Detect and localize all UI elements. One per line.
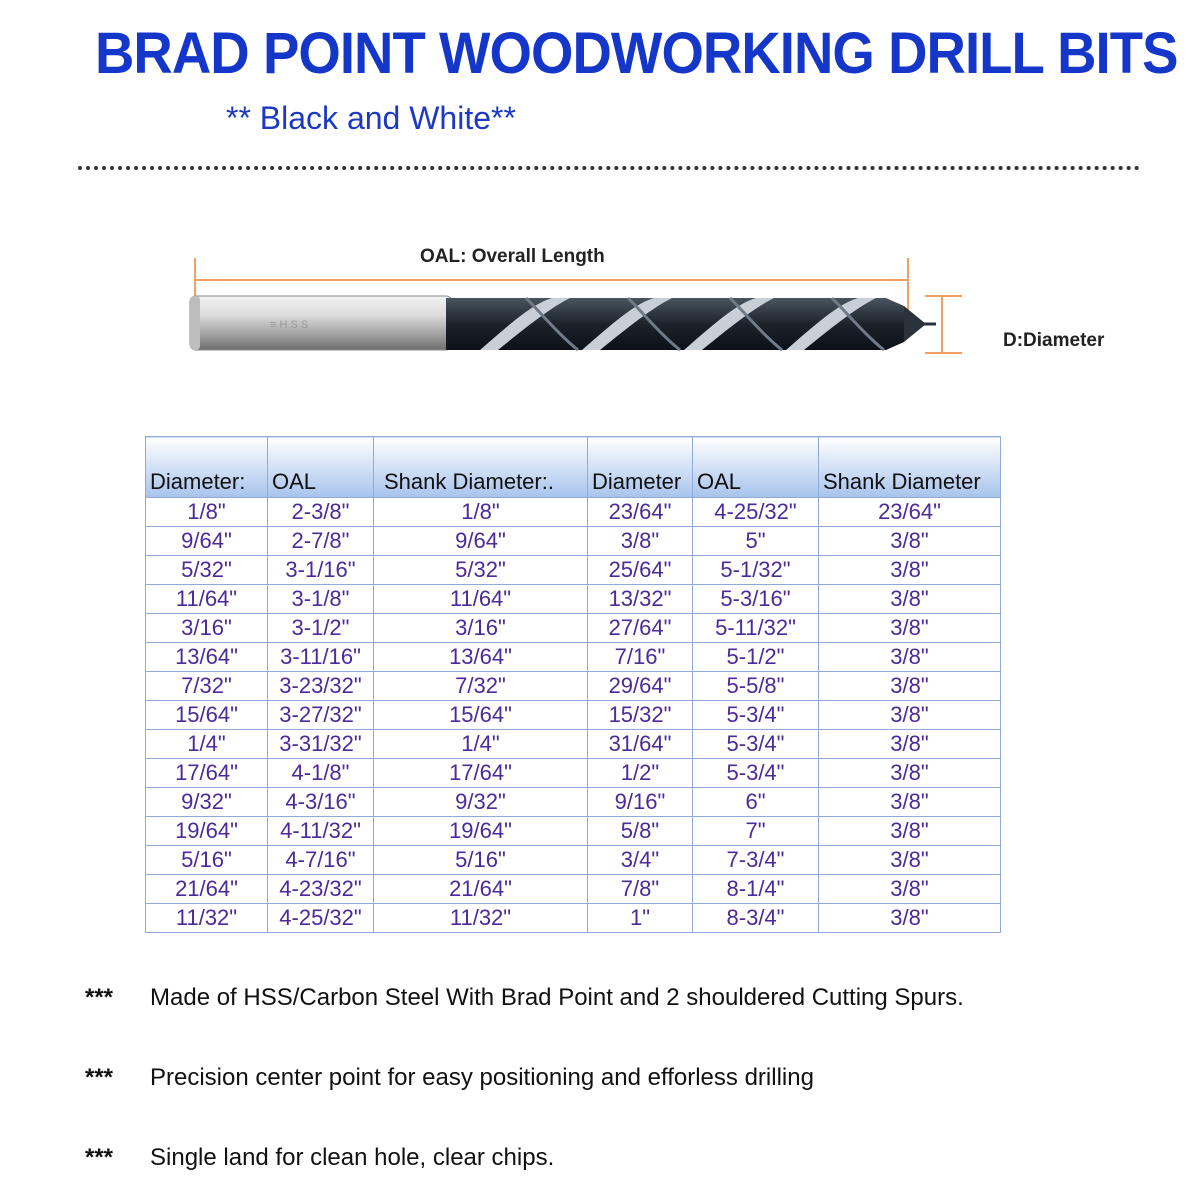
bullet-text: Precision center point for easy positioning and efforless drilling — [150, 1064, 814, 1091]
table-cell: 7/8" — [588, 875, 693, 904]
page-title: BRAD POINT WOODWORKING DRILL BITS — [95, 21, 1178, 86]
table-cell: 3-27/32" — [268, 701, 374, 730]
table-row — [146, 701, 1001, 730]
table-cell: 19/64" — [146, 817, 268, 846]
svg-text:≡ H S S: ≡ H S S — [270, 319, 309, 331]
table-cell: 5" — [693, 527, 819, 556]
table-row — [146, 556, 1001, 585]
table-cell: 31/64" — [588, 730, 693, 759]
table-cell: 7/32" — [146, 672, 268, 701]
bullet-text: Single land for clean hole, clear chips. — [150, 1144, 555, 1171]
table-cell: 11/64" — [374, 585, 588, 614]
table-body — [146, 498, 1001, 933]
table-cell: 3/8" — [819, 701, 1001, 730]
table-cell: 3/8" — [819, 527, 1001, 556]
table-cell: 7/16" — [588, 643, 693, 672]
column-header: OAL — [693, 437, 819, 498]
table-cell: 13/64" — [374, 643, 588, 672]
table-cell: 1/2" — [588, 759, 693, 788]
drill-bit-flutes-icon — [446, 298, 936, 350]
table-cell: 6" — [693, 788, 819, 817]
drill-bit-shank-icon — [190, 296, 452, 350]
table-cell: 3/8" — [819, 672, 1001, 701]
table-cell: 23/64" — [819, 498, 1001, 527]
column-header: Diameter: — [146, 437, 268, 498]
table-cell: 3/8" — [819, 817, 1001, 846]
table-cell: 3-1/16" — [268, 556, 374, 585]
dotted-divider — [78, 166, 1140, 170]
table-row — [146, 730, 1001, 759]
drill-bit-diagram — [180, 240, 1140, 370]
table-cell: 8-1/4" — [693, 875, 819, 904]
table-row — [146, 527, 1001, 556]
bullet-marker: *** — [85, 1064, 114, 1091]
table-cell: 3/8" — [819, 585, 1001, 614]
table-cell: 13/64" — [146, 643, 268, 672]
table-cell: 3/8" — [819, 875, 1001, 904]
diameter-label: D:Diameter — [1003, 330, 1105, 351]
table-cell: 19/64" — [374, 817, 588, 846]
table-cell: 4-1/8" — [268, 759, 374, 788]
table-cell: 11/32" — [146, 904, 268, 933]
table-cell: 2-3/8" — [268, 498, 374, 527]
oal-label: OAL: Overall Length — [420, 246, 605, 267]
table-cell: 5/16" — [374, 846, 588, 875]
table-cell: 5-3/4" — [693, 730, 819, 759]
table-cell: 15/64" — [146, 701, 268, 730]
bullet-text: Made of HSS/Carbon Steel With Brad Point and 2 shouldered Cutting Spurs. — [150, 984, 964, 1011]
table-cell: 7-3/4" — [693, 846, 819, 875]
page-subtitle: ** Black and White** — [226, 100, 516, 136]
feature-bullet — [85, 984, 964, 1012]
table-cell: 5-5/8" — [693, 672, 819, 701]
table-cell: 3-1/2" — [268, 614, 374, 643]
table-cell: 15/32" — [588, 701, 693, 730]
table-row — [146, 759, 1001, 788]
table-cell: 1/4" — [146, 730, 268, 759]
table-cell: 5/32" — [146, 556, 268, 585]
table-cell: 5-11/32" — [693, 614, 819, 643]
table-cell: 4-11/32" — [268, 817, 374, 846]
table-cell: 4-3/16" — [268, 788, 374, 817]
table-cell: 3-11/16" — [268, 643, 374, 672]
table-cell: 8-3/4" — [693, 904, 819, 933]
table-cell: 3/8" — [819, 904, 1001, 933]
column-header: Diameter — [588, 437, 693, 498]
table-cell: 3-31/32" — [268, 730, 374, 759]
table-row — [146, 585, 1001, 614]
table-cell: 4-25/32" — [693, 498, 819, 527]
table-row — [146, 498, 1001, 527]
table-cell: 3/8" — [819, 730, 1001, 759]
table-cell: 7/32" — [374, 672, 588, 701]
table-cell: 21/64" — [374, 875, 588, 904]
feature-bullet — [85, 1144, 554, 1172]
table-cell: 27/64" — [588, 614, 693, 643]
table-cell: 5-3/16" — [693, 585, 819, 614]
table-cell: 5/8" — [588, 817, 693, 846]
table-cell: 4-23/32" — [268, 875, 374, 904]
column-header: OAL — [268, 437, 374, 498]
table-cell: 3/16" — [374, 614, 588, 643]
table-cell: 17/64" — [146, 759, 268, 788]
table-cell: 9/32" — [146, 788, 268, 817]
table-cell: 3/8" — [819, 556, 1001, 585]
table-cell: 3/8" — [819, 643, 1001, 672]
table-row — [146, 672, 1001, 701]
table-cell: 5-3/4" — [693, 701, 819, 730]
table-row — [146, 875, 1001, 904]
table-cell: 5-1/32" — [693, 556, 819, 585]
table-cell: 1/4" — [374, 730, 588, 759]
feature-bullet — [85, 1064, 814, 1092]
bullet-marker: *** — [85, 1144, 114, 1171]
table-cell: 21/64" — [146, 875, 268, 904]
table-cell: 23/64" — [588, 498, 693, 527]
table-cell: 15/64" — [374, 701, 588, 730]
table-cell: 9/32" — [374, 788, 588, 817]
table-cell: 13/32" — [588, 585, 693, 614]
table-cell: 3/8" — [819, 846, 1001, 875]
table-row — [146, 817, 1001, 846]
table-cell: 11/32" — [374, 904, 588, 933]
table-row — [146, 788, 1001, 817]
table-cell: 9/64" — [146, 527, 268, 556]
table-row — [146, 643, 1001, 672]
table-row — [146, 614, 1001, 643]
table-cell: 4-7/16" — [268, 846, 374, 875]
table-cell: 9/64" — [374, 527, 588, 556]
table-cell: 1/8" — [374, 498, 588, 527]
table-cell: 3/8" — [819, 788, 1001, 817]
table-cell: 3-1/8" — [268, 585, 374, 614]
table-cell: 17/64" — [374, 759, 588, 788]
table-cell: 2-7/8" — [268, 527, 374, 556]
table-cell: 11/64" — [146, 585, 268, 614]
table-cell: 9/16" — [588, 788, 693, 817]
table-row — [146, 904, 1001, 933]
drill-size-table — [145, 436, 1001, 933]
table-cell: 25/64" — [588, 556, 693, 585]
table-cell: 3/8" — [588, 527, 693, 556]
table-cell: 5-1/2" — [693, 643, 819, 672]
table-cell: 4-25/32" — [268, 904, 374, 933]
column-header: Shank Diameter — [819, 437, 1001, 498]
table-cell: 7" — [693, 817, 819, 846]
table-cell: 3/4" — [588, 846, 693, 875]
column-header: Shank Diameter:. — [374, 437, 588, 498]
table-cell: 5/16" — [146, 846, 268, 875]
table-cell: 1/8" — [146, 498, 268, 527]
table-cell: 29/64" — [588, 672, 693, 701]
table-cell: 3/16" — [146, 614, 268, 643]
table-cell: 1" — [588, 904, 693, 933]
table-cell: 5/32" — [374, 556, 588, 585]
table-header-row — [146, 437, 1001, 498]
table-cell: 3-23/32" — [268, 672, 374, 701]
table-row — [146, 846, 1001, 875]
table-cell: 3/8" — [819, 759, 1001, 788]
table-cell: 3/8" — [819, 614, 1001, 643]
bullet-marker: *** — [85, 984, 114, 1011]
table-cell: 5-3/4" — [693, 759, 819, 788]
